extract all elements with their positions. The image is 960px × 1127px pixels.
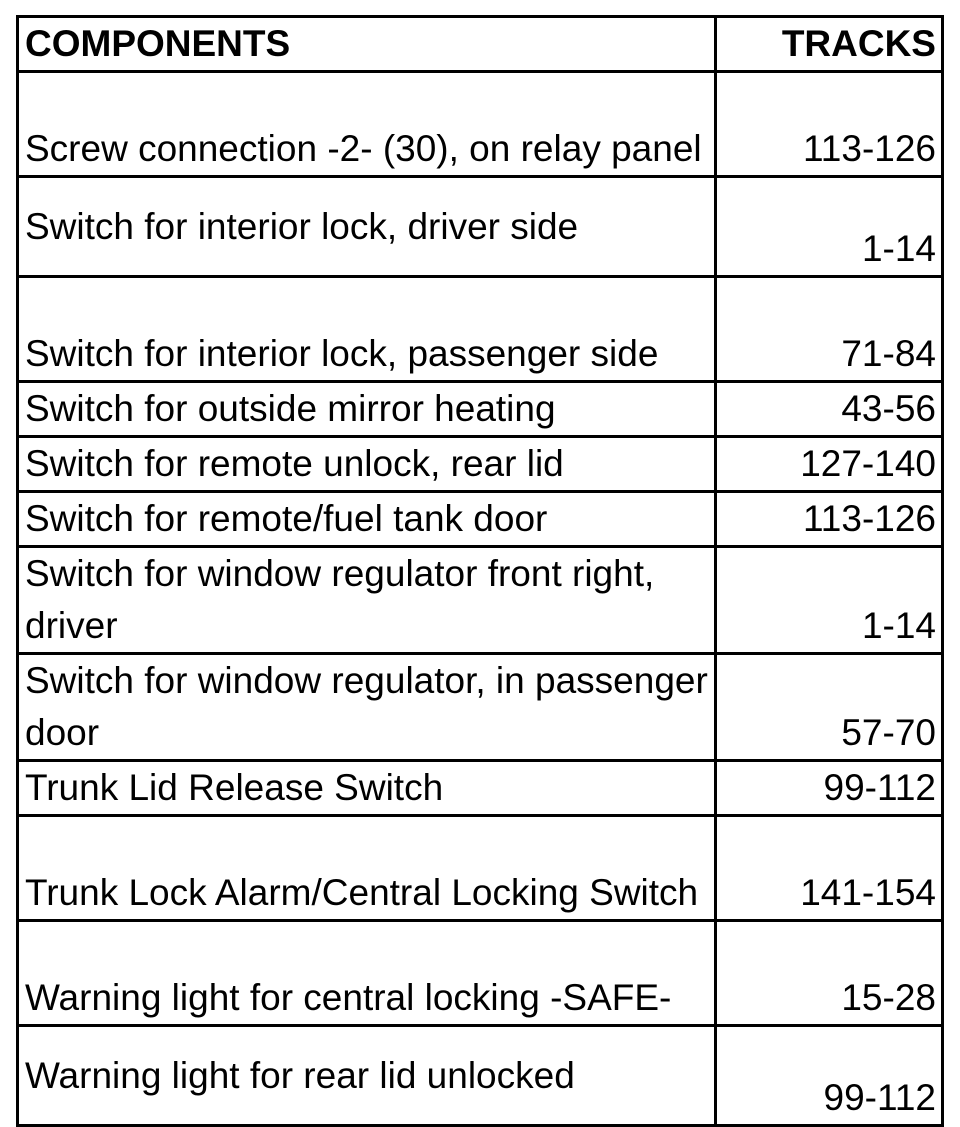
table-row [18,816,943,921]
tracks-cell: 113-126 [716,72,943,177]
tracks-cell: 43-56 [716,382,943,437]
table-row [18,1026,943,1126]
table-row [18,547,943,654]
tracks-cell: 113-126 [716,492,943,547]
table-row [18,72,943,177]
tracks-cell: 71-84 [716,277,943,382]
component-cell: Switch for remote/fuel tank door [18,492,716,547]
component-cell: Screw connection -2- (30), on relay panel [18,72,716,177]
tracks-cell: 127-140 [716,437,943,492]
component-cell: Switch for window regulator, in passenger door [18,654,716,761]
table-row [18,921,943,1026]
tracks-cell: 15-28 [716,921,943,1026]
components-tracks-table [16,15,944,1127]
component-cell: Warning light for central locking -SAFE- [18,921,716,1026]
table-row [18,382,943,437]
component-cell: Warning light for rear lid unlocked [18,1026,716,1126]
table-row [18,654,943,761]
tracks-cell: 1-14 [716,547,943,654]
tracks-cell: 99-112 [716,761,943,816]
component-cell: Switch for interior lock, driver side [18,177,716,277]
tracks-cell: 99-112 [716,1026,943,1126]
tracks-cell: 1-14 [716,177,943,277]
component-cell: Trunk Lid Release Switch [18,761,716,816]
component-cell: Switch for outside mirror heating [18,382,716,437]
tracks-cell: 57-70 [716,654,943,761]
components-header: COMPONENTS [18,17,716,72]
table-row [18,177,943,277]
component-cell: Switch for window regulator front right, driver [18,547,716,654]
table-row [18,492,943,547]
table-row [18,437,943,492]
tracks-cell: 141-154 [716,816,943,921]
table-row [18,761,943,816]
tracks-header: TRACKS [716,17,943,72]
table-row [18,277,943,382]
component-cell: Switch for interior lock, passenger side [18,277,716,382]
header-row [18,17,943,72]
component-cell: Switch for remote unlock, rear lid [18,437,716,492]
component-cell: Trunk Lock Alarm/Central Locking Switch [18,816,716,921]
